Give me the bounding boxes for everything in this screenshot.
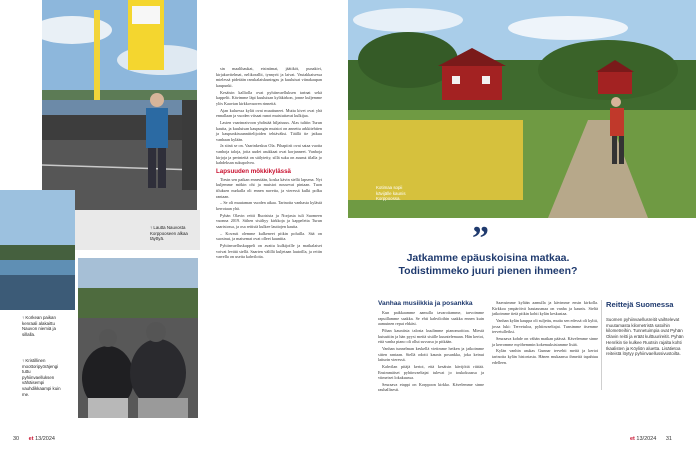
paragraph: Vanhan tunnelman keskellä vietimme hetken ja jatkoimme sitten rantaan. Siellä odotti kaunis posankka, joka keinui laiturin vieressä. <box>378 345 484 363</box>
sidebar-title: Reittejä Suomessa <box>606 300 674 309</box>
paragraph: Lasten vaarinraivoon yhdistää hiljaisuus. Alas tultiin Turun kautta, ja kuuluisan kaupungin muistot on annettu arkkitehtien ja kaupunkisuunnittelijoiden tehtäväksi. Täällä tie jatkuu vanhaan kylään. <box>216 119 322 142</box>
paragraph: Pihan kauniista talosta kuulimme pianonsoittoa. Miestä kutsuttiin ja hän pyysi meitä sisälle kuuntelemaan. Hän kertoi, että vanha piano oli ollut suvussa jo pitkään. <box>378 327 484 345</box>
bikes-caption: ↑ Kristillinen moottoripyöräjengi tuttu pyhiinvaelluksen vähäisempi vauhdikkaampi kuin me. <box>22 358 61 397</box>
paragraph: Pyhän Olavin reitti Ruotsista ja Norjasta tuli Suomeen vuonna 2019. Siihen sisältyy kirkkoja ja kappeleita Turun saaristossa, ja osa reitistä kulkee lauttojen kautta. <box>216 212 322 229</box>
magazine-logo: et <box>28 436 34 442</box>
left-body-col <box>216 66 322 261</box>
sidebar <box>606 300 686 357</box>
paragraph: Kylän vanhin asukas Gunnar tervehti meitä ja kertoi tarinoita kylän historiasta. Hänen mukaansa ihmeitä tapahtuu edelleen. <box>492 348 598 365</box>
paragraph: Seuraava kohde on vähän matkan päässä. Kävelemme sinne ja kerromme myöhemmin kokemuksistamme lisää. <box>492 335 598 347</box>
lake-photo <box>0 190 75 310</box>
paragraph: Pyhiinvaelluskappeli on avattu kulkijoille ja matkalaiset voivat levätä siellä. Saarten välillä kuljetaan lautoilla, ja reitin varrella on useita kahviloita. <box>216 243 322 260</box>
section-heading: Vanhaa musiikkia ja posankka <box>378 300 473 307</box>
right-body-col1 <box>378 300 484 394</box>
paragraph: – Se oli muutaman vuoden aikaa. Tarinoita vanhasta kylästä kerrotaan yhä. <box>216 200 322 211</box>
paragraph: Kesäisin kalliolla ovat pyhiinvaelluksen tarinat sekä kappelit. Kävimme läpi kuuluisan kyläkirkon, jonne kuljemme ylös Kaavian kirkkovuoren rinnettä. <box>216 89 322 106</box>
issue-number: 13/2024 <box>636 436 657 442</box>
paragraph: sin maalihaukat, etsintimat, jäätiköt, punakivi, kirjakuvitelmat, nelikorallit, tynnyrit ja laivat. Vastakkaisessa mielessä pidetään ranskalaiskuningas ja kuuluisat viinakaupan kaupunki. <box>216 66 322 88</box>
sheep-caption: ↑ Korkean paikan kenraali alakaittu Nauvon niemiä ja sillalla. <box>22 315 56 337</box>
paragraph: Ja siinä se on. Vaarinkeskus Ola. Pihapiirit ovat sataa vuotta vanhoja taloja, joita uudet asukkaat ovat korjanneet. Vanhoja kirjoja ja perinteitä on säilytetty, sillä suku on asunut tilalla jo kahdeksan sukupolvea. <box>216 143 322 166</box>
right-page <box>348 0 696 450</box>
page-number: 31 <box>665 436 672 442</box>
right-footer <box>630 436 672 442</box>
paragraph: Kun paikkaamme aamulla tavaroitamme, tarvoimme rapuillamme saakka. Se ehti kahviloihin saakka ennen kuin aamuinen reput ehkäsi. <box>378 310 484 327</box>
paragraph: Vanhan kylän kauppa oli suljettu, mutta sen edessä oli kyltti, jossa luki: Tervetuloa, pyhiinvaeltajat. Tunsimme itsemme tervetulleiksi. <box>492 317 598 335</box>
motorcycles-photo <box>78 258 198 418</box>
paragraph: Saavuimme kylään aamulla ja kävimme ensin kirkolla. Kirkkoa ympäröivä hautausmaa on vanha ja kaunis. Sieltä jatkoimme tietä pitkin kohti kylän keskustaa. <box>492 300 598 317</box>
paragraph: Seuraava etappi on Korppoon kirkko. Kävelemme sinne rauhallisesti. <box>378 381 484 393</box>
left-footer <box>13 436 55 442</box>
sidebar-body: Suomen pyhiinvaellusreitit vaihtelevat muutamasta kilometristä satoihin kilometreihin. Tunnetuimpia ovat Pyhän Olavin reitti ja eräät kulttuurireitit. Pyhän Henrikin tie kulkee Ruotsin rajalta kohti Ikaalisten ja Köyliön aluetta. Lisätietoa reiteistä löytyy pyhiinvaellussivustoilta. <box>606 317 684 357</box>
page-number: 30 <box>13 436 20 442</box>
paragraph: – Kovasti olemme kulkeneet pitkin poluilla. Sää on suosinut, ja maisemat ovat olleet kauniita. <box>216 230 322 242</box>
paragraph: Ajan kuluessa kylät ovat muuttuneet. Mutta kivet ovat yhä ennallaan ja vuoden viisaat runot muistuttavat kulkijaa. <box>216 107 322 119</box>
quote-mark: ” <box>472 220 489 257</box>
sidebar-divider <box>601 300 602 390</box>
ferry-caption: ↑ Lautta Nauvosta Korppooseen alkaa täyttyä. <box>150 225 188 242</box>
right-body-col2 <box>492 300 598 366</box>
paragraph: Tiesin sen paikan ennestään, koska kävin siellä lapsena. Nyt kuljemme mökin ohi ja muistot nousevat pintaan. Tuon tiluksen nurkalla oli ennen navetta, ja vieressä kulki polku rantaan. <box>216 176 322 199</box>
photo-caption: Kotimaa sopii kävijälle kaunis Korppoossa. <box>376 185 406 202</box>
issue-number: 13/2024 <box>35 436 55 442</box>
pull-quote: Jatkamme epäuskoisina matkaa. Todistimmeko juuri pienen ihmeen? <box>398 252 578 277</box>
magazine-logo: et <box>630 436 635 442</box>
paragraph: Kahvilan pitäjä kertoi, että kesäisin kävijöitä riittää. Ensimmäiset pyhiinvaeltajat tulevat jo toukokuussa ja viimeiset lokakuussa. <box>378 363 484 381</box>
ferry-photo <box>42 0 197 218</box>
section-subhead: Lapsuuden mökkikylässä <box>216 167 291 175</box>
